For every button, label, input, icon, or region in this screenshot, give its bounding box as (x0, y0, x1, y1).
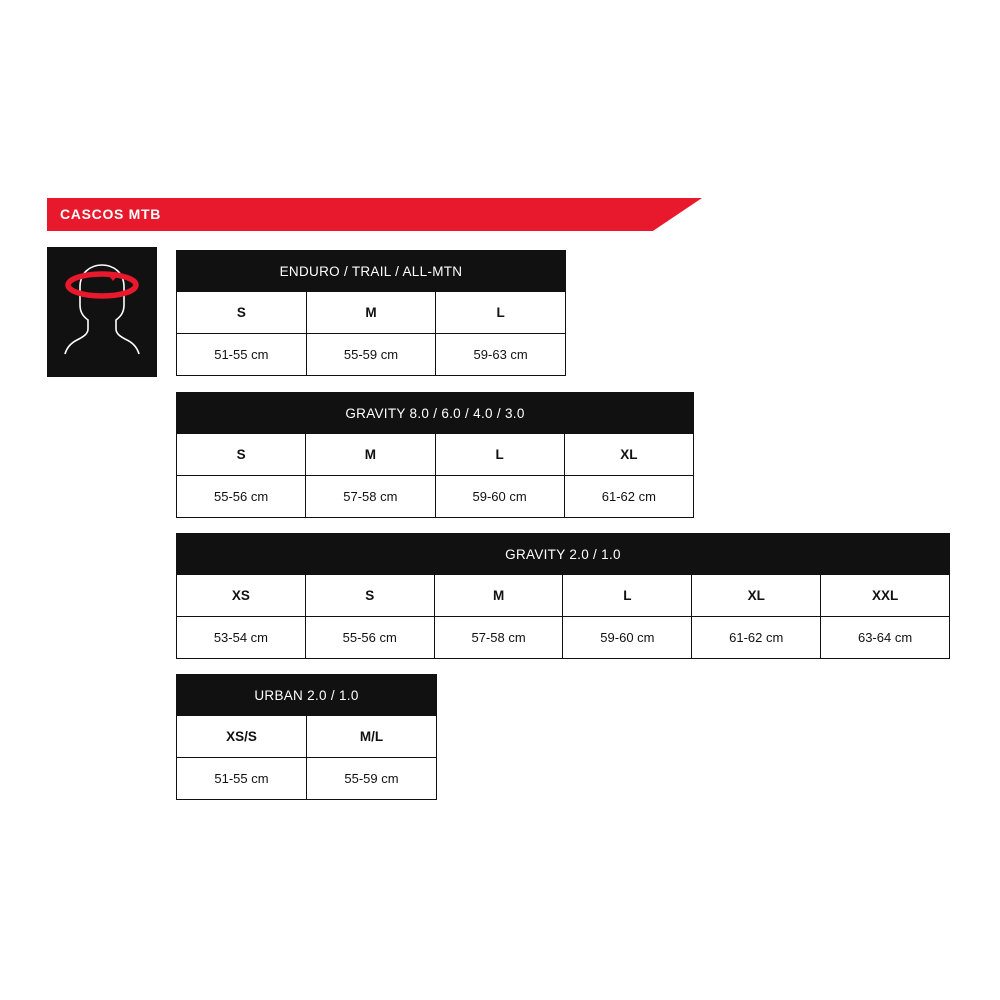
measurement-cell: 55-59 cm (306, 334, 436, 376)
size-header-cell: L (435, 434, 564, 476)
size-header-cell: XXL (821, 575, 950, 617)
size-header-cell: XS/S (177, 716, 307, 758)
size-header-cell: M (434, 575, 563, 617)
table-row (177, 758, 437, 800)
measurement-cell: 59-63 cm (436, 334, 566, 376)
table-title-row (177, 393, 694, 434)
size-header-cell: S (177, 292, 307, 334)
table-title-row (177, 251, 566, 292)
helmet-head-measure-icon (47, 247, 157, 377)
table-row (177, 617, 950, 659)
measurement-cell: 61-62 cm (564, 476, 693, 518)
measurement-cell: 55-56 cm (305, 617, 434, 659)
table-row (177, 334, 566, 376)
table-header-row (177, 434, 694, 476)
table-header-row (177, 575, 950, 617)
measurement-cell: 51-55 cm (177, 758, 307, 800)
measurement-cell: 59-60 cm (563, 617, 692, 659)
measurement-cell: 55-56 cm (177, 476, 306, 518)
size-header-cell: M/L (307, 716, 437, 758)
table-title: GRAVITY 2.0 / 1.0 (177, 534, 950, 575)
measurement-cell: 59-60 cm (435, 476, 564, 518)
size-header-cell: L (436, 292, 566, 334)
size-header-cell: M (306, 434, 435, 476)
size-table-urban (176, 674, 437, 800)
size-header-cell: XS (177, 575, 306, 617)
table-header-row (177, 716, 437, 758)
page-title: CASCOS MTB (60, 206, 162, 222)
size-table-gravity-8 (176, 392, 694, 518)
measurement-cell: 55-59 cm (307, 758, 437, 800)
size-table-gravity-2 (176, 533, 950, 659)
table-row (177, 476, 694, 518)
size-header-cell: XL (564, 434, 693, 476)
size-table-enduro (176, 250, 566, 376)
table-header-row (177, 292, 566, 334)
size-header-cell: L (563, 575, 692, 617)
table-title: URBAN 2.0 / 1.0 (177, 675, 437, 716)
size-header-cell: XL (692, 575, 821, 617)
table-title: GRAVITY 8.0 / 6.0 / 4.0 / 3.0 (177, 393, 694, 434)
size-header-cell: S (177, 434, 306, 476)
measurement-cell: 53-54 cm (177, 617, 306, 659)
measurement-cell: 51-55 cm (177, 334, 307, 376)
head-measure-illustration (47, 247, 157, 377)
size-header-cell: M (306, 292, 436, 334)
measurement-cell: 57-58 cm (434, 617, 563, 659)
table-title: ENDURO / TRAIL / ALL-MTN (177, 251, 566, 292)
section-banner (47, 198, 702, 231)
measurement-cell: 61-62 cm (692, 617, 821, 659)
size-header-cell: S (305, 575, 434, 617)
table-title-row (177, 675, 437, 716)
measurement-cell: 57-58 cm (306, 476, 435, 518)
table-title-row (177, 534, 950, 575)
measurement-cell: 63-64 cm (821, 617, 950, 659)
